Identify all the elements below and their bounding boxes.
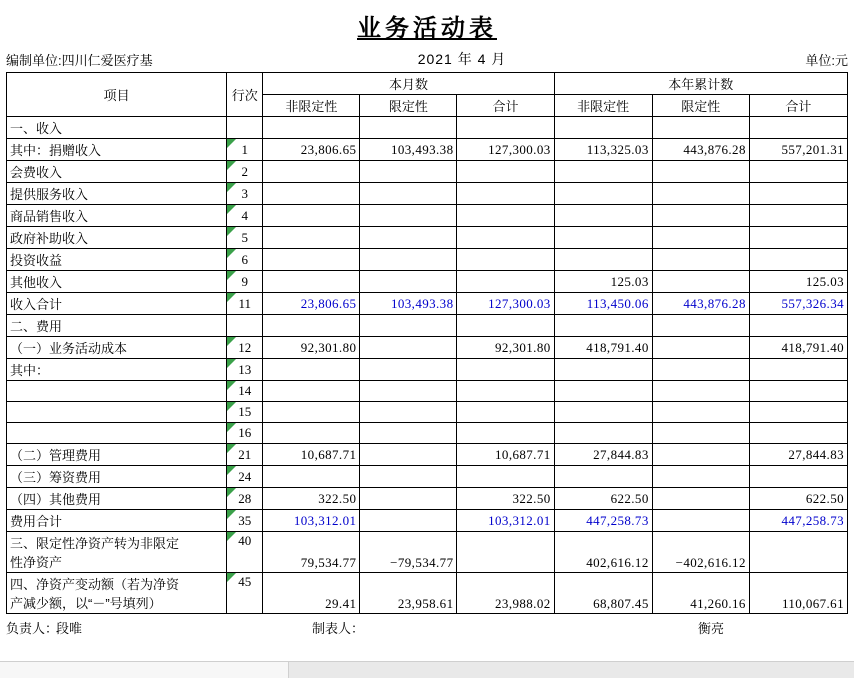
cell-year-restricted	[652, 402, 749, 423]
row-item-label: 四、净资产变动额（若为净资 产减少额，以“－”号填列）	[7, 573, 227, 614]
cell-month-total: 92,301.80	[457, 337, 554, 359]
row-item-label: （四）其他费用	[7, 488, 227, 510]
header-month-total: 合计	[457, 95, 554, 117]
cell-year-total: 125.03	[749, 271, 847, 293]
header-year-total-sum: 合计	[749, 95, 847, 117]
cell-month-restricted	[360, 337, 457, 359]
cell-month-unrestricted	[263, 249, 360, 271]
cell-year-total: 110,067.61	[749, 573, 847, 614]
cell-month-total	[457, 359, 554, 381]
row-item-label: 其中：捐赠收入	[7, 139, 227, 161]
preparing-unit-label: 编制单位:四川仁爱医疗基	[6, 53, 153, 68]
cell-marker-icon	[227, 488, 236, 497]
cell-year-unrestricted	[554, 315, 652, 337]
cell-year-total	[749, 532, 847, 573]
table-row	[7, 293, 848, 315]
cell-year-unrestricted	[554, 205, 652, 227]
cell-month-total: 127,300.03	[457, 293, 554, 315]
cell-month-unrestricted	[263, 205, 360, 227]
cell-marker-icon	[227, 423, 236, 432]
cell-month-total	[457, 381, 554, 402]
cell-marker-icon	[227, 466, 236, 475]
row-item-label: 收入合计	[7, 293, 227, 315]
table-row	[7, 423, 848, 444]
cell-year-restricted	[652, 227, 749, 249]
table-row	[7, 249, 848, 271]
cell-month-restricted	[360, 249, 457, 271]
cell-year-unrestricted: 27,844.83	[554, 444, 652, 466]
cell-month-total	[457, 205, 554, 227]
cell-marker-icon	[227, 271, 236, 280]
cell-month-restricted	[360, 488, 457, 510]
cell-year-unrestricted	[554, 402, 652, 423]
cell-month-unrestricted	[263, 402, 360, 423]
row-item-label: 会费收入	[7, 161, 227, 183]
row-item-label: 其中：	[7, 359, 227, 381]
cell-month-unrestricted	[263, 423, 360, 444]
cell-year-restricted: 443,876.28	[652, 293, 749, 315]
cell-month-unrestricted	[263, 359, 360, 381]
row-number: 3	[227, 183, 263, 205]
cell-year-restricted	[652, 423, 749, 444]
table-row	[7, 205, 848, 227]
cell-month-unrestricted: 23,806.65	[263, 139, 360, 161]
cell-year-restricted	[652, 271, 749, 293]
cell-marker-icon	[227, 532, 236, 541]
cell-month-total	[457, 117, 554, 139]
row-number: 21	[227, 444, 263, 466]
cell-year-restricted	[652, 117, 749, 139]
header-year-restricted: 限定性	[652, 95, 749, 117]
cell-year-restricted	[652, 183, 749, 205]
cell-year-total: 622.50	[749, 488, 847, 510]
row-item-label: 一、收入	[7, 117, 227, 139]
cell-marker-icon	[227, 573, 236, 582]
table-header-row-1	[7, 73, 848, 95]
cell-year-unrestricted: 418,791.40	[554, 337, 652, 359]
row-item-label: 提供服务收入	[7, 183, 227, 205]
status-bar-segment-1	[0, 662, 49, 678]
table-row	[7, 466, 848, 488]
row-item-label: （一）业务活动成本	[7, 337, 227, 359]
cell-month-unrestricted	[263, 315, 360, 337]
cell-year-unrestricted: 68,807.45	[554, 573, 652, 614]
table-row	[7, 139, 848, 161]
table-row	[7, 183, 848, 205]
cell-marker-icon	[227, 249, 236, 258]
cell-month-total	[457, 249, 554, 271]
cell-marker-icon	[227, 293, 236, 302]
cell-marker-icon	[227, 337, 236, 346]
cell-year-unrestricted	[554, 227, 652, 249]
status-bar	[0, 661, 854, 678]
cell-year-restricted	[652, 466, 749, 488]
cell-month-restricted	[360, 402, 457, 423]
row-item-label: （三）筹资费用	[7, 466, 227, 488]
cell-year-restricted	[652, 381, 749, 402]
header-month-unrestricted: 非限定性	[263, 95, 360, 117]
responsible-label: 负责人：	[6, 621, 59, 636]
cell-year-unrestricted: 447,258.73	[554, 510, 652, 532]
row-item-label: 其他收入	[7, 271, 227, 293]
cell-year-total	[749, 183, 847, 205]
cell-marker-icon	[227, 444, 236, 453]
row-number: 11	[227, 293, 263, 315]
cell-month-total	[457, 161, 554, 183]
cell-year-unrestricted: 113,325.03	[554, 139, 652, 161]
period-label: 2021 年 4 月	[417, 51, 507, 67]
cell-marker-icon	[227, 402, 236, 411]
page-title: 业务活动表	[357, 16, 497, 42]
footer-signatures	[0, 614, 854, 637]
header-year-unrestricted: 非限定性	[554, 95, 652, 117]
cell-month-total	[457, 271, 554, 293]
row-number: 5	[227, 227, 263, 249]
cell-month-unrestricted	[263, 183, 360, 205]
cell-month-restricted	[360, 315, 457, 337]
cell-year-unrestricted: 402,616.12	[554, 532, 652, 573]
row-number: 15	[227, 402, 263, 423]
cell-year-restricted: 41,260.16	[652, 573, 749, 614]
cell-month-total: 322.50	[457, 488, 554, 510]
cell-marker-icon	[227, 183, 236, 192]
cell-year-restricted	[652, 359, 749, 381]
cell-month-restricted: 103,493.38	[360, 293, 457, 315]
cell-month-total: 103,312.01	[457, 510, 554, 532]
row-number: 14	[227, 381, 263, 402]
row-item-label: 政府补助收入	[7, 227, 227, 249]
cell-year-total	[749, 249, 847, 271]
cell-month-restricted	[360, 381, 457, 402]
row-item-label	[7, 402, 227, 423]
cell-year-total	[749, 117, 847, 139]
table-row	[7, 315, 848, 337]
cell-month-unrestricted: 23,806.65	[263, 293, 360, 315]
cell-month-unrestricted	[263, 381, 360, 402]
cell-month-unrestricted	[263, 227, 360, 249]
preparer-label: 制表人：	[312, 621, 365, 636]
cell-marker-icon	[227, 161, 236, 170]
cell-year-unrestricted	[554, 161, 652, 183]
cell-month-total: 127,300.03	[457, 139, 554, 161]
table-row	[7, 444, 848, 466]
cell-year-total	[749, 205, 847, 227]
cell-year-total	[749, 381, 847, 402]
row-number: 2	[227, 161, 263, 183]
table-row	[7, 488, 848, 510]
table-row	[7, 117, 848, 139]
cell-month-restricted	[360, 205, 457, 227]
cell-month-total: 10,687.71	[457, 444, 554, 466]
responsible-name: 段唯	[56, 621, 83, 636]
cell-year-unrestricted	[554, 423, 652, 444]
cell-marker-icon	[227, 227, 236, 236]
table-row	[7, 337, 848, 359]
table-row	[7, 573, 848, 614]
cell-month-unrestricted	[263, 161, 360, 183]
cell-year-total	[749, 423, 847, 444]
status-bar-segment-3	[168, 662, 289, 678]
cell-year-total	[749, 315, 847, 337]
cell-marker-icon	[227, 381, 236, 390]
cell-month-total	[457, 423, 554, 444]
row-number: 13	[227, 359, 263, 381]
row-number: 16	[227, 423, 263, 444]
cell-year-unrestricted: 113,450.06	[554, 293, 652, 315]
cell-year-restricted	[652, 510, 749, 532]
cell-year-total	[749, 161, 847, 183]
cell-year-total	[749, 359, 847, 381]
cell-month-restricted	[360, 444, 457, 466]
status-bar-segment-2	[48, 662, 169, 678]
cell-year-unrestricted	[554, 466, 652, 488]
cell-month-unrestricted	[263, 117, 360, 139]
cell-year-restricted	[652, 488, 749, 510]
cell-month-restricted	[360, 510, 457, 532]
row-item-label: 三、限定性净资产转为非限定 性净资产	[7, 532, 227, 573]
table-row	[7, 402, 848, 423]
cell-year-unrestricted	[554, 359, 652, 381]
header-current-month: 本月数	[263, 73, 554, 95]
cell-year-unrestricted	[554, 117, 652, 139]
cell-month-total	[457, 466, 554, 488]
row-number: 12	[227, 337, 263, 359]
cell-year-total: 27,844.83	[749, 444, 847, 466]
cell-year-unrestricted: 125.03	[554, 271, 652, 293]
cell-year-total	[749, 402, 847, 423]
cell-month-restricted	[360, 271, 457, 293]
header-year-total: 本年累计数	[554, 73, 847, 95]
row-number	[227, 315, 263, 337]
cell-year-total	[749, 466, 847, 488]
table-row	[7, 510, 848, 532]
cell-marker-icon	[227, 510, 236, 519]
cell-month-unrestricted: 29.41	[263, 573, 360, 614]
header-rowno: 行次	[227, 73, 263, 117]
row-number: 40	[227, 532, 263, 573]
preparer-name: 衡亮	[698, 621, 725, 636]
row-number: 9	[227, 271, 263, 293]
cell-marker-icon	[227, 205, 236, 214]
cell-month-total	[457, 532, 554, 573]
cell-month-restricted: 23,958.61	[360, 573, 457, 614]
activity-statement-table	[6, 72, 848, 614]
cell-month-total	[457, 315, 554, 337]
row-item-label: 费用合计	[7, 510, 227, 532]
cell-year-total: 418,791.40	[749, 337, 847, 359]
cell-year-unrestricted	[554, 381, 652, 402]
row-number: 1	[227, 139, 263, 161]
cell-year-restricted	[652, 444, 749, 466]
cell-month-unrestricted: 92,301.80	[263, 337, 360, 359]
cell-month-unrestricted: 322.50	[263, 488, 360, 510]
cell-month-restricted	[360, 423, 457, 444]
cell-month-restricted	[360, 227, 457, 249]
cell-year-unrestricted: 622.50	[554, 488, 652, 510]
cell-marker-icon	[227, 359, 236, 368]
cell-month-restricted: 103,493.38	[360, 139, 457, 161]
cell-year-total	[749, 227, 847, 249]
row-number: 24	[227, 466, 263, 488]
row-item-label: 投资收益	[7, 249, 227, 271]
row-number: 45	[227, 573, 263, 614]
row-number	[227, 117, 263, 139]
header-item: 项目	[7, 73, 227, 117]
row-number: 28	[227, 488, 263, 510]
cell-month-total	[457, 402, 554, 423]
cell-year-restricted	[652, 249, 749, 271]
cell-month-total	[457, 183, 554, 205]
cell-year-restricted	[652, 205, 749, 227]
cell-year-total: 447,258.73	[749, 510, 847, 532]
subheader	[0, 49, 854, 72]
cell-month-total: 23,988.02	[457, 573, 554, 614]
cell-month-total	[457, 227, 554, 249]
cell-month-unrestricted	[263, 466, 360, 488]
row-item-label: 商品销售收入	[7, 205, 227, 227]
cell-month-unrestricted: 103,312.01	[263, 510, 360, 532]
cell-month-restricted	[360, 466, 457, 488]
cell-year-total: 557,326.34	[749, 293, 847, 315]
cell-month-restricted	[360, 161, 457, 183]
cell-year-restricted	[652, 315, 749, 337]
cell-year-restricted: 443,876.28	[652, 139, 749, 161]
cell-year-unrestricted	[554, 183, 652, 205]
table-row	[7, 381, 848, 402]
cell-month-unrestricted: 10,687.71	[263, 444, 360, 466]
row-item-label	[7, 423, 227, 444]
cell-month-restricted	[360, 359, 457, 381]
row-item-label: （二）管理费用	[7, 444, 227, 466]
table-row	[7, 359, 848, 381]
table-row	[7, 227, 848, 249]
table-row	[7, 161, 848, 183]
table-row	[7, 532, 848, 573]
currency-unit-label: 单位:元	[805, 53, 848, 68]
table-body	[7, 117, 848, 614]
cell-year-restricted: −402,616.12	[652, 532, 749, 573]
cell-month-restricted	[360, 117, 457, 139]
cell-year-total: 557,201.31	[749, 139, 847, 161]
row-number: 6	[227, 249, 263, 271]
row-item-label: 二、费用	[7, 315, 227, 337]
row-number: 35	[227, 510, 263, 532]
cell-month-restricted: −79,534.77	[360, 532, 457, 573]
cell-year-restricted	[652, 161, 749, 183]
header-month-restricted: 限定性	[360, 95, 457, 117]
cell-year-restricted	[652, 337, 749, 359]
row-number: 4	[227, 205, 263, 227]
cell-month-restricted	[360, 183, 457, 205]
row-item-label	[7, 381, 227, 402]
cell-year-unrestricted	[554, 249, 652, 271]
cell-marker-icon	[227, 139, 236, 148]
table-row	[7, 271, 848, 293]
cell-month-unrestricted: 79,534.77	[263, 532, 360, 573]
cell-month-unrestricted	[263, 271, 360, 293]
